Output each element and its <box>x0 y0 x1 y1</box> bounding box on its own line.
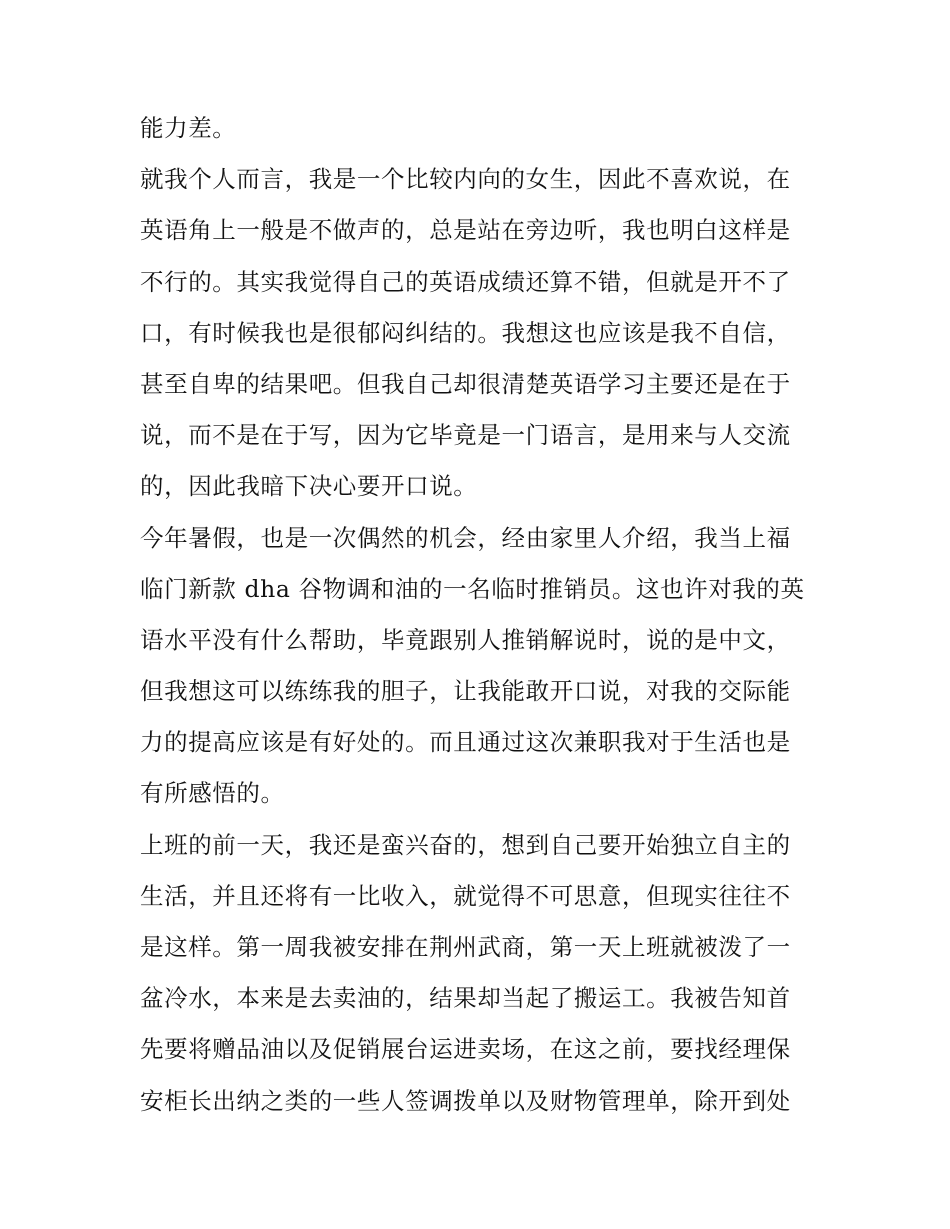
text-line: 语水平没有什么帮助，毕竟跟别人推销解说时，说的是中文， <box>140 625 791 654</box>
text-line: 力的提高应该是有好处的。而且通过这次兼职我对于生活也是 <box>140 728 791 757</box>
text-line: 就我个人而言，我是一个比较内向的女生，因此不喜欢说，在 <box>140 165 791 194</box>
text-line: 先要将赠品油以及促销展台运进卖场，在这之前，要找经理保 <box>140 1035 791 1064</box>
text-line: 但我想这可以练练我的胆子，让我能敢开口说，对我的交际能 <box>140 677 791 706</box>
text-line: 生活，并且还将有一比收入，就觉得不可思意，但现实往往不 <box>140 881 791 910</box>
text-line: 不行的。其实我觉得自己的英语成绩还算不错，但就是开不了 <box>140 267 791 296</box>
text-line: 上班的前一天，我还是蛮兴奋的，想到自己要开始独立自主的 <box>140 830 791 859</box>
text-line: 安柜长出纳之类的一些人签调拨单以及财物管理单，除开到处 <box>140 1086 791 1115</box>
text-line: 能力差。 <box>140 114 237 142</box>
text-line: 盆冷水，本来是去卖油的，结果却当起了搬运工。我被告知首 <box>140 984 791 1013</box>
text-line: 今年暑假，也是一次偶然的机会，经由家里人介绍，我当上福 <box>140 523 791 552</box>
text-line: 有所感悟的。 <box>140 779 285 808</box>
text-line: 说，而不是在于写，因为它毕竟是一门语言，是用来与人交流 <box>140 421 791 450</box>
text-line: 是这样。第一周我被安排在荆州武商，第一天上班就被泼了一 <box>140 933 791 961</box>
document-body <box>140 103 816 1127</box>
text-line: 甚至自卑的结果吧。但我自己却很清楚英语学习主要还是在于 <box>140 369 791 398</box>
text-line: 英语角上一般是不做声的，总是站在旁边听，我也明白这样是 <box>140 216 791 245</box>
text-line: 临门新款 dha 谷物调和油的一名临时推销员。这也许对我的英 <box>140 574 805 603</box>
text-line: 口，有时候我也是很郁闷纠结的。我想这也应该是我不自信， <box>140 318 791 347</box>
text-line: 的，因此我暗下决心要开口说。 <box>140 472 478 501</box>
